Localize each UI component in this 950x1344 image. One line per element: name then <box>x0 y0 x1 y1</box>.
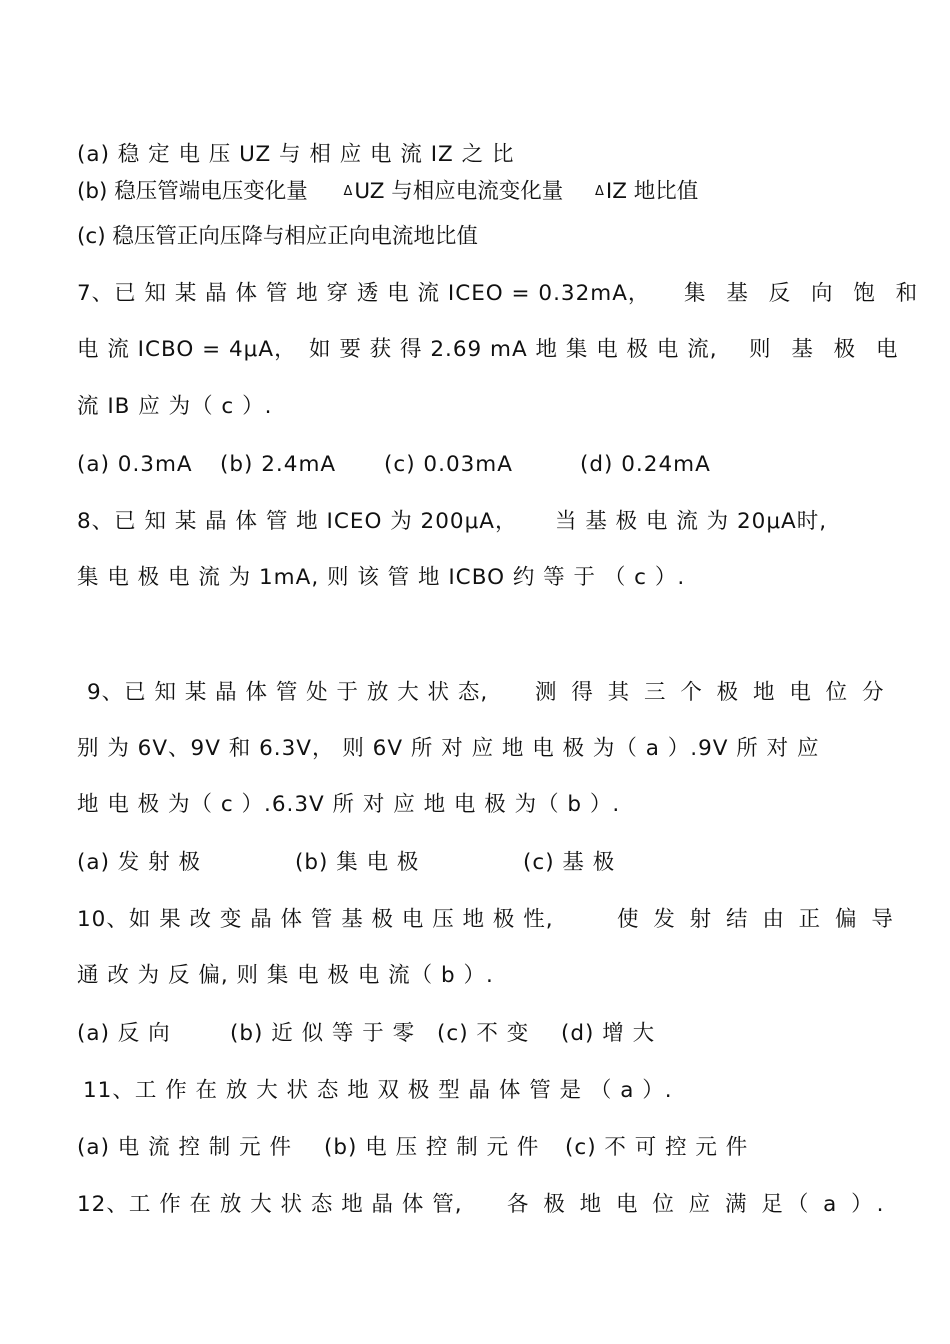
q7-line-2-text-a: 电 流 ICBO = 4μA， <box>77 337 297 362</box>
q6-option-b-text-2: UZ 与相应电流变化量 <box>354 179 564 204</box>
q7-option-a: (a) 0.3mA <box>77 452 193 477</box>
q9-line-3-text: 地 电 极 为（ c ）.6.3V 所 对 应 地 电 极 为（ b ）. <box>77 792 621 817</box>
q10-option-b: (b) 近 似 等 于 零 <box>230 1021 416 1046</box>
q11-option-a: (a) 电 流 控 制 元 件 <box>77 1135 292 1160</box>
q6-option-c-text: (c) 稳压管正向压降与相应正向电流地比值 <box>77 224 478 249</box>
q7-line-1-text-a: 7、已 知 某 晶 体 管 地 穿 透 电 流 ICEO = 0.32mA， <box>77 281 651 306</box>
q8-line-2 <box>77 563 877 593</box>
q9-option-a: (a) 发 射 极 <box>77 850 201 875</box>
q8-line-1-text-b: 当 基 极 电 流 为 20μA时, <box>555 509 828 534</box>
q11-line-1-text: 11、工 作 在 放 大 状 态 地 双 极 型 晶 体 管 是 （ a ）. <box>83 1078 673 1103</box>
q8-line-1-text-a: 8、已 知 某 晶 体 管 地 ICEO 为 200μA， <box>77 509 518 534</box>
delta-symbol: Δ <box>343 184 353 199</box>
q10-option-a: (a) 反 向 <box>77 1021 171 1046</box>
q9-line-1-text-a: 9、已 知 某 晶 体 管 处 于 放 大 状 态, <box>87 680 489 705</box>
delta-symbol-2: Δ <box>594 184 604 199</box>
q6-option-b-text-3: IZ 地比值 <box>605 179 699 204</box>
q10-option-d: (d) 增 大 <box>561 1021 656 1046</box>
q7-line-2-text-c: 则 基 极 电 <box>749 337 905 362</box>
q7-line-3 <box>77 392 877 422</box>
q10-line-2-text: 通 改 为 反 偏, 则 集 电 极 电 流（ b ）. <box>77 963 494 988</box>
q10-option-c: (c) 不 变 <box>437 1021 530 1046</box>
q7-line-3-text: 流 IB 应 为（ c ）. <box>77 394 273 419</box>
q9-option-c: (c) 基 极 <box>523 850 616 875</box>
q6-option-a <box>77 140 877 170</box>
q9-line-2-text: 别 为 6V、9V 和 6.3V， 则 6V 所 对 应 地 电 极 为（ a ）.9V 所 对 应 <box>77 736 820 761</box>
q12-line-1-text-a: 12、工 作 在 放 大 状 态 地 晶 体 管, <box>77 1192 463 1217</box>
q9-line-1-text-b: 测 得 其 三 个 极 地 电 位 分 <box>535 680 888 705</box>
q10-line-2 <box>77 961 877 991</box>
q7-option-b: (b) 2.4mA <box>220 452 337 477</box>
q7-line-2-text-b: 如 要 获 得 2.69 mA 地 集 电 极 电 流, <box>309 337 718 362</box>
q10-line-1-text-b: 使 发 射 结 由 正 偏 导 <box>617 907 897 932</box>
q7-option-c: (c) 0.03mA <box>384 452 513 477</box>
q8-line-2-text: 集 电 极 电 流 为 1mA, 则 该 管 地 ICBO 约 等 于 （ c ）. <box>77 565 686 590</box>
q11-option-b: (b) 电 压 控 制 元 件 <box>324 1135 540 1160</box>
q12-line-1-text-b: 各 极 地 电 位 应 满 足（ a ）. <box>507 1192 888 1217</box>
q6-option-a-text: (a) 稳 定 电 压 UZ 与 相 应 电 流 IZ 之 比 <box>77 142 515 167</box>
q9-option-b: (b) 集 电 极 <box>295 850 420 875</box>
q6-option-b-text-1: (b) 稳压管端电压变化量 <box>77 179 308 204</box>
q9-line-3 <box>77 790 877 820</box>
q7-line-1-text-b: 集 基 反 向 饱 和 <box>684 281 925 306</box>
q6-option-c <box>77 222 877 252</box>
q11-option-c: (c) 不 可 控 元 件 <box>565 1135 749 1160</box>
q9-line-2 <box>77 734 877 764</box>
q10-line-1-text-a: 10、如 果 改 变 晶 体 管 基 极 电 压 地 极 性, <box>77 907 554 932</box>
q7-option-d: (d) 0.24mA <box>580 452 711 477</box>
q6-option-b <box>77 177 877 210</box>
